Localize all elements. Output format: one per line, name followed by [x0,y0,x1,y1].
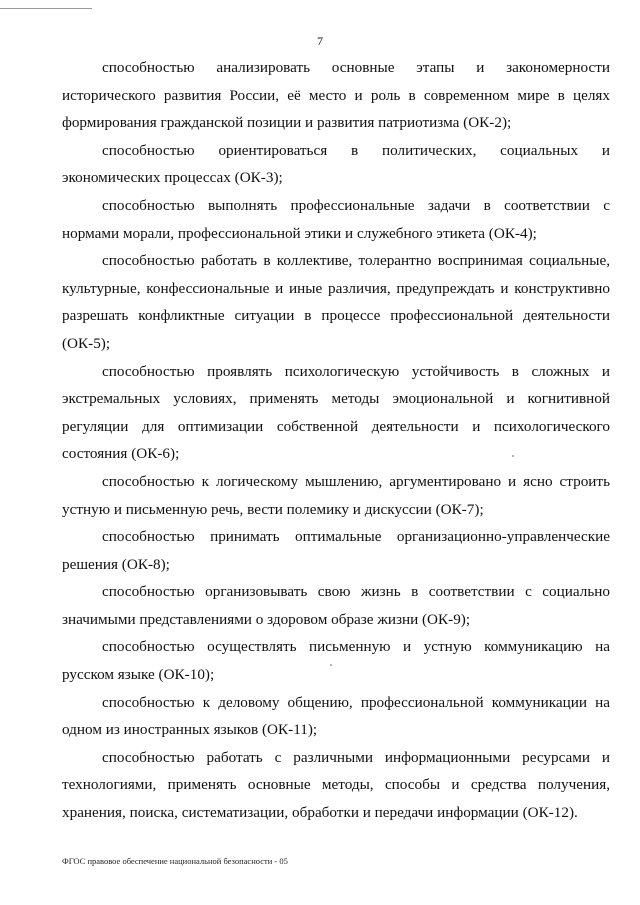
competency-list [62,54,610,827]
paragraph-ok-11: способностью к деловому общению, профессиональной коммуникации на одном из иностранных языков (ОК-11); [62,693,610,739]
paragraph-ok-2: способностью анализировать основные этапы и закономерности исторического развития России, её место и роль в современном мире в целях формирования гражданской позиции и развития патриотизма (ОК-2); [62,59,610,132]
paragraph-ok-8: способностью принимать оптимальные организационно-управленческие решения (ОК-8); [62,528,610,573]
paragraph-ok-9: способностью организовывать свою жизнь в соответствии с социально значимыми представлениями о здоровом образе жизни (ОК-9); [62,583,610,628]
scan-speck [512,455,514,457]
scan-edge-line [0,8,92,9]
scan-speck [330,664,332,666]
paragraph-ok-4: способностью выполнять профессиональные задачи в соответствии с нормами морали, профессиональной этики и служебного этикета (ОК-4); [62,196,610,242]
page-footer: ФГОС правовое обеспечение национальной безопасности - 05 [62,856,288,866]
paragraph-ok-3: способностью ориентироваться в политических, социальных и экономических процессах (ОК-3); [62,141,610,187]
paragraph-ok-7: способностью к логическому мышлению, аргументировано и ясно строить устную и письменную речь, вести полемику и дискуссии (ОК-7); [62,472,610,518]
paragraph-ok-10: способностью осуществлять письменную и устную коммуникацию на русском языке (ОК-10); [62,638,610,684]
paragraph-ok-12: способностью работать с различными информационными ресурсами и технологиями, применять основные методы, способы и средства получения, хранения, поиска, систематизации, обработки и передачи информации (ОК-12). [62,748,610,822]
paragraph-ok-6: способностью проявлять психологическую устойчивость в сложных и экстремальных условиях, применять методы эмоциональной и когнитивной регуляции для оптимизации собственной деятельности и психологического состояния (ОК-6); [62,362,610,463]
paragraph-ok-5: способностью работать в коллективе, толерантно воспринимая социальные, культурные, конфессиональные и иные различия, предупреждать и конструктивно разрешать конфликтные ситуации в процессе профессиональной деятельности (ОК-5); [62,252,610,352]
page-number: 7 [317,34,323,48]
